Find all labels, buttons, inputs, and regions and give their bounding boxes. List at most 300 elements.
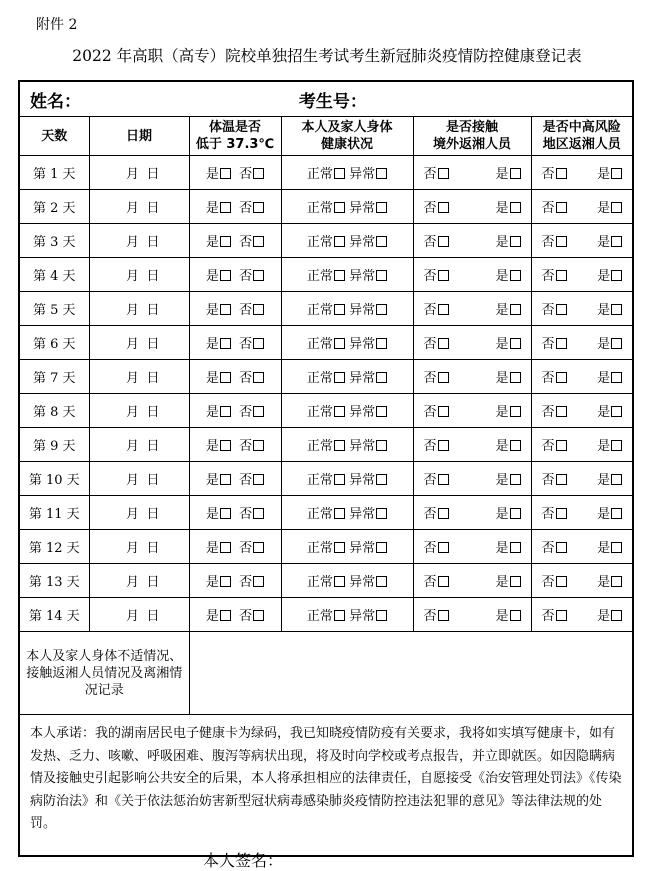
- option-label: 正常: [306, 371, 333, 386]
- option-label: 否: [239, 609, 253, 624]
- date-cell[interactable]: [89, 394, 189, 428]
- header-risk-area: 是否中高风险 地区返湘人员: [531, 117, 633, 156]
- option-label: 否: [541, 371, 555, 386]
- option-label: 异常: [349, 609, 376, 624]
- checkbox[interactable]: [253, 270, 264, 281]
- option-label: 否: [541, 575, 555, 590]
- option-label: 是: [597, 541, 611, 556]
- option-label: 异常: [349, 337, 376, 352]
- month-label: 月: [125, 473, 139, 488]
- day-label: 日: [146, 337, 160, 352]
- checkbox[interactable]: [253, 508, 264, 519]
- checkbox[interactable]: [220, 372, 231, 383]
- checkbox[interactable]: [510, 304, 521, 315]
- temperature-cell: [189, 292, 281, 326]
- option-label: 是: [495, 507, 509, 522]
- checkbox[interactable]: [376, 168, 387, 179]
- checkbox[interactable]: [438, 338, 449, 349]
- option-label: 是: [597, 473, 611, 488]
- checkbox[interactable]: [253, 576, 264, 587]
- option-label: 是: [495, 575, 509, 590]
- month-label: 月: [125, 609, 139, 624]
- temperature-cell: [189, 394, 281, 428]
- checkbox[interactable]: [376, 270, 387, 281]
- health-cell: [281, 428, 413, 462]
- checkbox[interactable]: [334, 372, 345, 383]
- temperature-cell: [189, 564, 281, 598]
- option-label: 正常: [306, 473, 333, 488]
- checkbox[interactable]: [253, 202, 264, 213]
- checkbox[interactable]: [556, 168, 567, 179]
- option-label: 是: [597, 507, 611, 522]
- option-label: 否: [541, 167, 555, 182]
- option-label: 否: [541, 439, 555, 454]
- promise-row: [19, 715, 633, 857]
- day-label: 日: [146, 269, 160, 284]
- option-label: 是: [205, 201, 219, 216]
- option-label: 正常: [306, 303, 333, 318]
- health-cell: [281, 598, 413, 632]
- checkbox[interactable]: [334, 576, 345, 587]
- checkbox[interactable]: [253, 236, 264, 247]
- checkbox[interactable]: [611, 338, 622, 349]
- checkbox[interactable]: [376, 542, 387, 553]
- checkbox[interactable]: [220, 474, 231, 485]
- date-cell[interactable]: [89, 496, 189, 530]
- checkbox[interactable]: [220, 304, 231, 315]
- day-cell: 第 1 天: [19, 156, 89, 190]
- checkbox[interactable]: [334, 202, 345, 213]
- day-cell: 第 14 天: [19, 598, 89, 632]
- checkbox[interactable]: [438, 270, 449, 281]
- day-cell: 第 10 天: [19, 462, 89, 496]
- option-label: 否: [423, 507, 437, 522]
- checkbox[interactable]: [376, 372, 387, 383]
- option-label: 否: [423, 439, 437, 454]
- option-label: 否: [541, 541, 555, 556]
- option-label: 否: [541, 405, 555, 420]
- checkbox[interactable]: [253, 406, 264, 417]
- checkbox[interactable]: [334, 610, 345, 621]
- checkbox[interactable]: [510, 270, 521, 281]
- header-day: 天数: [19, 117, 89, 156]
- checkbox[interactable]: [611, 202, 622, 213]
- date-cell[interactable]: [89, 156, 189, 190]
- option-label: 是: [205, 439, 219, 454]
- health-registration-table: [18, 80, 634, 857]
- checkbox[interactable]: [334, 508, 345, 519]
- checkbox[interactable]: [510, 576, 521, 587]
- contact-cell: [413, 224, 531, 258]
- day-label: 日: [146, 507, 160, 522]
- checkbox[interactable]: [611, 610, 622, 621]
- option-label: 否: [541, 609, 555, 624]
- checkbox[interactable]: [438, 610, 449, 621]
- checkbox[interactable]: [438, 202, 449, 213]
- temperature-cell: [189, 462, 281, 496]
- health-cell: [281, 462, 413, 496]
- checkbox[interactable]: [220, 236, 231, 247]
- checkbox[interactable]: [510, 508, 521, 519]
- checkbox[interactable]: [438, 474, 449, 485]
- day-row: [19, 496, 633, 530]
- checkbox[interactable]: [556, 202, 567, 213]
- option-label: 否: [541, 269, 555, 284]
- day-row: [19, 258, 633, 292]
- contact-cell: [413, 360, 531, 394]
- month-label: 月: [125, 337, 139, 352]
- day-row: [19, 156, 633, 190]
- day-label: 日: [146, 609, 160, 624]
- temperature-cell: [189, 258, 281, 292]
- checkbox[interactable]: [611, 236, 622, 247]
- option-label: 否: [239, 439, 253, 454]
- checkbox[interactable]: [334, 168, 345, 179]
- day-cell: 第 4 天: [19, 258, 89, 292]
- checkbox[interactable]: [510, 372, 521, 383]
- record-field[interactable]: [189, 632, 633, 715]
- checkbox[interactable]: [556, 304, 567, 315]
- checkbox[interactable]: [556, 576, 567, 587]
- promise-text: 本人承诺：我的湖南居民电子健康卡为绿码，我已知晓疫情防疫有关要求，我将如实填写健康卡，如有发热、乏力、咳嗽、呼吸困难、腹泻等病状出现，将及时向学校或考点报告，并立即就医。如因隐瞒病情及接触史引起影响公共安全的后果，本人将承担相应的法律责任，自愿接受《治安管理处罚法》《传染病防治法》和《关于依法惩治妨害新型冠状病毒感染肺炎疫情防控违法犯罪的意见》等法律法规的处罚。: [19, 715, 633, 857]
- checkbox[interactable]: [611, 474, 622, 485]
- option-label: 否: [423, 609, 437, 624]
- checkbox[interactable]: [556, 542, 567, 553]
- checkbox[interactable]: [438, 406, 449, 417]
- checkbox[interactable]: [253, 440, 264, 451]
- option-label: 异常: [349, 473, 376, 488]
- option-label: 否: [423, 269, 437, 284]
- checkbox[interactable]: [220, 508, 231, 519]
- day-row: [19, 360, 633, 394]
- record-row: [19, 632, 633, 715]
- month-label: 月: [125, 303, 139, 318]
- checkbox[interactable]: [611, 372, 622, 383]
- checkbox[interactable]: [220, 202, 231, 213]
- date-cell[interactable]: [89, 564, 189, 598]
- day-cell: 第 2 天: [19, 190, 89, 224]
- day-row: [19, 224, 633, 258]
- date-cell[interactable]: [89, 598, 189, 632]
- checkbox[interactable]: [220, 576, 231, 587]
- risk-area-cell: [531, 292, 633, 326]
- health-cell: [281, 394, 413, 428]
- option-label: 否: [423, 303, 437, 318]
- option-label: 否: [423, 473, 437, 488]
- checkbox[interactable]: [376, 304, 387, 315]
- checkbox[interactable]: [611, 576, 622, 587]
- option-label: 否: [239, 167, 253, 182]
- checkbox[interactable]: [376, 474, 387, 485]
- option-label: 正常: [306, 575, 333, 590]
- option-label: 是: [597, 235, 611, 250]
- option-label: 否: [541, 303, 555, 318]
- checkbox[interactable]: [611, 542, 622, 553]
- option-label: 是: [597, 303, 611, 318]
- risk-area-cell: [531, 258, 633, 292]
- option-label: 是: [205, 303, 219, 318]
- checkbox[interactable]: [253, 610, 264, 621]
- option-label: 异常: [349, 541, 376, 556]
- contact-cell: [413, 190, 531, 224]
- contact-cell: [413, 156, 531, 190]
- option-label: 否: [541, 235, 555, 250]
- checkbox[interactable]: [220, 168, 231, 179]
- checkbox[interactable]: [220, 542, 231, 553]
- month-label: 月: [125, 201, 139, 216]
- checkbox[interactable]: [510, 474, 521, 485]
- name-exam-cell[interactable]: [19, 81, 633, 117]
- month-label: 月: [125, 575, 139, 590]
- day-row: [19, 190, 633, 224]
- checkbox[interactable]: [334, 236, 345, 247]
- option-label: 是: [495, 439, 509, 454]
- option-label: 否: [239, 473, 253, 488]
- checkbox[interactable]: [220, 610, 231, 621]
- risk-area-cell: [531, 564, 633, 598]
- option-label: 是: [205, 235, 219, 250]
- health-cell: [281, 530, 413, 564]
- option-label: 异常: [349, 269, 376, 284]
- option-label: 正常: [306, 439, 333, 454]
- checkbox[interactable]: [556, 236, 567, 247]
- option-label: 否: [423, 167, 437, 182]
- contact-cell: [413, 394, 531, 428]
- checkbox[interactable]: [556, 338, 567, 349]
- health-cell: [281, 224, 413, 258]
- page-title: 2022 年高职（高专）院校单独招生考试考生新冠肺炎疫情防控健康登记表: [72, 47, 582, 65]
- option-label: 是: [597, 405, 611, 420]
- header-health: 本人及家人身体 健康状况: [281, 117, 413, 156]
- temperature-cell: [189, 496, 281, 530]
- option-label: 是: [205, 371, 219, 386]
- checkbox[interactable]: [438, 168, 449, 179]
- option-label: 异常: [349, 371, 376, 386]
- option-label: 是: [495, 235, 509, 250]
- day-row: [19, 326, 633, 360]
- checkbox[interactable]: [376, 576, 387, 587]
- option-label: 否: [423, 371, 437, 386]
- option-label: 是: [597, 269, 611, 284]
- checkbox[interactable]: [438, 236, 449, 247]
- date-cell[interactable]: [89, 326, 189, 360]
- day-row: [19, 530, 633, 564]
- option-label: 否: [541, 337, 555, 352]
- checkbox[interactable]: [438, 542, 449, 553]
- day-label: 日: [146, 541, 160, 556]
- risk-area-cell: [531, 598, 633, 632]
- day-row: [19, 292, 633, 326]
- health-cell: [281, 496, 413, 530]
- contact-cell: [413, 598, 531, 632]
- checkbox[interactable]: [220, 270, 231, 281]
- risk-area-cell: [531, 394, 633, 428]
- option-label: 是: [205, 337, 219, 352]
- option-label: 否: [423, 235, 437, 250]
- option-label: 否: [239, 541, 253, 556]
- option-label: 否: [541, 507, 555, 522]
- name-label: 姓名：: [30, 91, 81, 112]
- temperature-cell: [189, 598, 281, 632]
- checkbox[interactable]: [556, 372, 567, 383]
- checkbox[interactable]: [376, 236, 387, 247]
- checkbox[interactable]: [253, 168, 264, 179]
- day-cell: 第 8 天: [19, 394, 89, 428]
- checkbox[interactable]: [611, 508, 622, 519]
- option-label: 否: [239, 371, 253, 386]
- checkbox[interactable]: [438, 508, 449, 519]
- checkbox[interactable]: [510, 338, 521, 349]
- day-cell: 第 6 天: [19, 326, 89, 360]
- checkbox[interactable]: [376, 610, 387, 621]
- contact-cell: [413, 428, 531, 462]
- option-label: 正常: [306, 541, 333, 556]
- checkbox[interactable]: [510, 236, 521, 247]
- health-cell: [281, 326, 413, 360]
- checkbox[interactable]: [556, 474, 567, 485]
- checkbox[interactable]: [611, 440, 622, 451]
- day-cell: 第 5 天: [19, 292, 89, 326]
- checkbox[interactable]: [510, 440, 521, 451]
- date-cell[interactable]: [89, 258, 189, 292]
- header-row: [19, 117, 633, 156]
- day-cell: 第 7 天: [19, 360, 89, 394]
- checkbox[interactable]: [220, 406, 231, 417]
- checkbox[interactable]: [438, 440, 449, 451]
- health-cell: [281, 156, 413, 190]
- day-label: 日: [146, 201, 160, 216]
- exam-number-label: 考生号：: [298, 91, 367, 112]
- checkbox[interactable]: [556, 270, 567, 281]
- option-label: 是: [597, 439, 611, 454]
- checkbox[interactable]: [376, 202, 387, 213]
- checkbox[interactable]: [376, 338, 387, 349]
- checkbox[interactable]: [376, 406, 387, 417]
- checkbox[interactable]: [334, 440, 345, 451]
- option-label: 正常: [306, 235, 333, 250]
- option-label: 正常: [306, 201, 333, 216]
- checkbox[interactable]: [253, 542, 264, 553]
- day-row: [19, 564, 633, 598]
- checkbox[interactable]: [253, 304, 264, 315]
- date-cell[interactable]: [89, 224, 189, 258]
- option-label: 是: [597, 371, 611, 386]
- checkbox[interactable]: [438, 372, 449, 383]
- checkbox[interactable]: [376, 508, 387, 519]
- day-label: 日: [146, 371, 160, 386]
- checkbox[interactable]: [334, 542, 345, 553]
- checkbox[interactable]: [510, 542, 521, 553]
- checkbox[interactable]: [376, 440, 387, 451]
- checkbox[interactable]: [253, 474, 264, 485]
- header-temperature: 体温是否 低于 37.3℃: [189, 117, 281, 156]
- checkbox[interactable]: [556, 508, 567, 519]
- checkbox[interactable]: [556, 440, 567, 451]
- day-cell: 第 12 天: [19, 530, 89, 564]
- day-row: [19, 428, 633, 462]
- checkbox[interactable]: [556, 610, 567, 621]
- date-cell[interactable]: [89, 530, 189, 564]
- checkbox[interactable]: [253, 372, 264, 383]
- checkbox[interactable]: [334, 304, 345, 315]
- option-label: 是: [205, 405, 219, 420]
- option-label: 是: [205, 507, 219, 522]
- option-label: 正常: [306, 405, 333, 420]
- date-cell[interactable]: [89, 428, 189, 462]
- option-label: 异常: [349, 507, 376, 522]
- date-cell[interactable]: [89, 360, 189, 394]
- checkbox[interactable]: [438, 576, 449, 587]
- option-label: 否: [239, 575, 253, 590]
- contact-cell: [413, 530, 531, 564]
- option-label: 是: [205, 609, 219, 624]
- risk-area-cell: [531, 156, 633, 190]
- checkbox[interactable]: [253, 338, 264, 349]
- option-label: 正常: [306, 167, 333, 182]
- option-label: 是: [597, 609, 611, 624]
- option-label: 是: [495, 405, 509, 420]
- temperature-cell: [189, 326, 281, 360]
- risk-area-cell: [531, 496, 633, 530]
- option-label: 否: [423, 575, 437, 590]
- checkbox[interactable]: [334, 406, 345, 417]
- option-label: 是: [495, 337, 509, 352]
- checkbox[interactable]: [611, 270, 622, 281]
- option-label: 正常: [306, 507, 333, 522]
- checkbox[interactable]: [334, 474, 345, 485]
- checkbox[interactable]: [556, 406, 567, 417]
- option-label: 否: [423, 405, 437, 420]
- day-cell: 第 13 天: [19, 564, 89, 598]
- checkbox[interactable]: [220, 338, 231, 349]
- health-cell: [281, 190, 413, 224]
- temperature-cell: [189, 224, 281, 258]
- option-label: 否: [541, 473, 555, 488]
- option-label: 是: [495, 473, 509, 488]
- checkbox[interactable]: [510, 610, 521, 621]
- checkbox[interactable]: [510, 168, 521, 179]
- day-label: 日: [146, 303, 160, 318]
- option-label: 是: [205, 167, 219, 182]
- checkbox[interactable]: [438, 304, 449, 315]
- option-label: 是: [205, 541, 219, 556]
- option-label: 异常: [349, 167, 376, 182]
- temperature-cell: [189, 360, 281, 394]
- checkbox[interactable]: [334, 338, 345, 349]
- date-cell[interactable]: [89, 292, 189, 326]
- option-label: 是: [205, 269, 219, 284]
- option-label: 否: [239, 507, 253, 522]
- checkbox[interactable]: [510, 202, 521, 213]
- option-label: 否: [239, 269, 253, 284]
- health-cell: [281, 292, 413, 326]
- date-cell[interactable]: [89, 190, 189, 224]
- checkbox[interactable]: [334, 270, 345, 281]
- date-cell[interactable]: [89, 462, 189, 496]
- day-label: 日: [146, 439, 160, 454]
- month-label: 月: [125, 269, 139, 284]
- checkbox[interactable]: [611, 406, 622, 417]
- checkbox[interactable]: [220, 440, 231, 451]
- contact-cell: [413, 326, 531, 360]
- header-date: 日期: [89, 117, 189, 156]
- checkbox[interactable]: [611, 168, 622, 179]
- checkbox[interactable]: [611, 304, 622, 315]
- risk-area-cell: [531, 462, 633, 496]
- option-label: 异常: [349, 405, 376, 420]
- checkbox[interactable]: [510, 406, 521, 417]
- option-label: 否: [541, 201, 555, 216]
